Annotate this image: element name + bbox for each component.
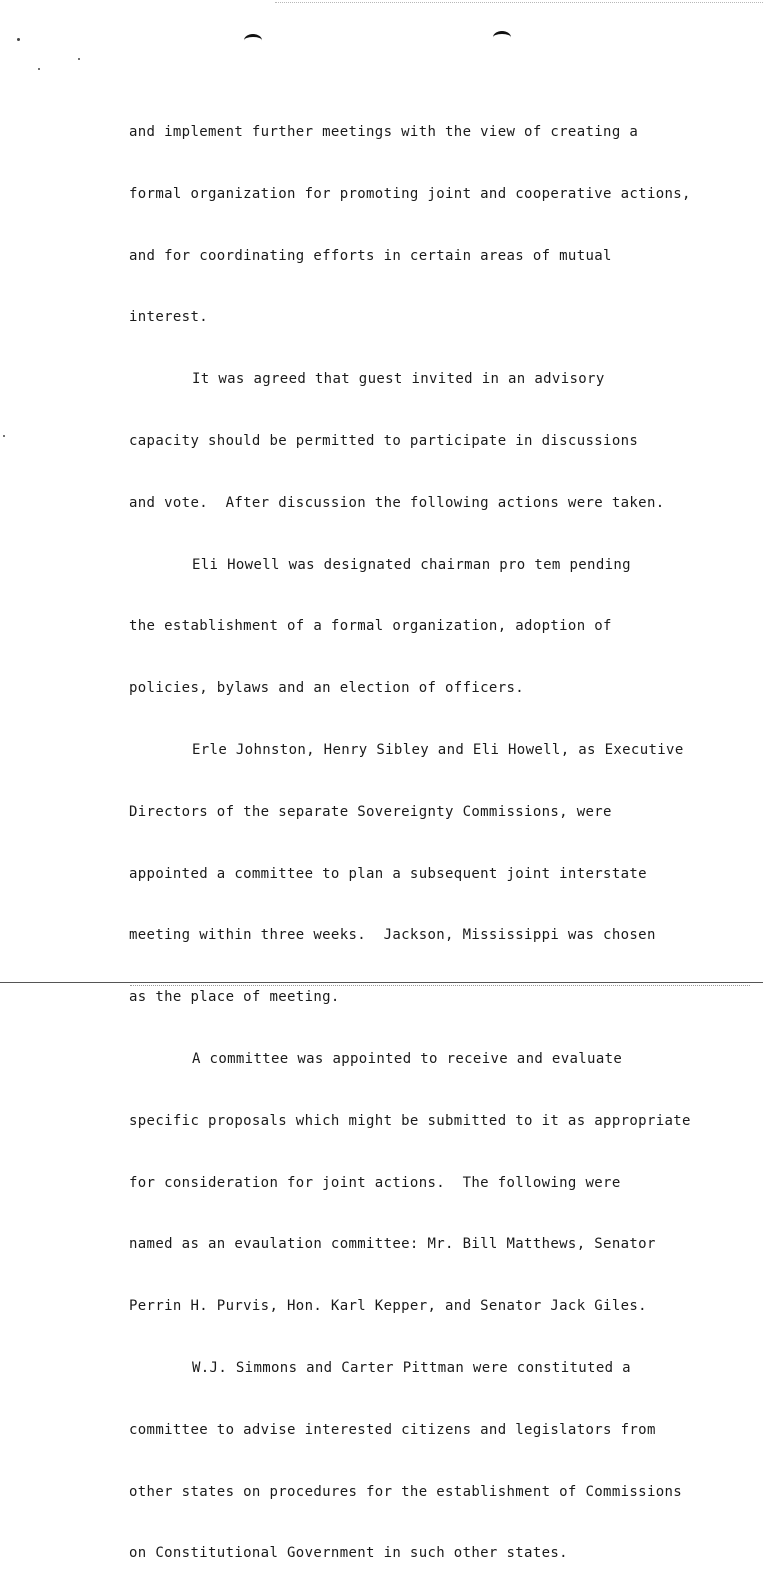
paragraph-first-line: Eli Howell was designated chairman pro tem pending	[192, 556, 631, 573]
punch-hole-mark-right	[493, 31, 511, 44]
text-line: the establishment of a formal organization, adoption of	[129, 618, 612, 635]
scan-speck	[78, 58, 80, 60]
scan-bottom-edge-line	[0, 982, 763, 983]
scan-bottom-dotted-line	[130, 985, 750, 986]
text-line: committee to advise interested citizens and legislators from	[129, 1421, 656, 1438]
text-line: named as an evaulation committee: Mr. Bill Matthews, Senator	[129, 1236, 656, 1253]
paragraph-first-line: A committee was appointed to receive and evaluate	[192, 1050, 623, 1067]
text-line: and implement further meetings with the view of creating a	[129, 124, 639, 140]
scan-speck	[3, 435, 5, 437]
text-line: on Constitutional Government in such other states.	[129, 1545, 568, 1562]
text-line: Perrin H. Purvis, Hon. Karl Kepper, and Senator Jack Giles.	[129, 1298, 647, 1315]
text-line: specific proposals which might be submitted to it as appropriate	[129, 1112, 691, 1129]
text-line: for consideration for joint actions. The following were	[129, 1174, 621, 1191]
document-body	[129, 86, 729, 1585]
text-line: policies, bylaws and an election of officers.	[129, 680, 525, 697]
paragraph-first-line: Erle Johnston, Henry Sibley and Eli Howell, as Executive	[192, 741, 684, 758]
text-line: appointed a committee to plan a subsequent joint interstate	[129, 865, 647, 882]
text-line: formal organization for promoting joint and cooperative actions,	[129, 185, 691, 202]
text-line: capacity should be permitted to participate in discussions	[129, 432, 639, 449]
paragraph-first-line: W.J. Simmons and Carter Pittman were constituted a	[192, 1359, 631, 1376]
text-line: as the place of meeting.	[129, 989, 340, 1006]
text-line: and vote. After discussion the following actions were taken.	[129, 494, 665, 511]
paragraph-first-line: It was agreed that guest invited in an advisory	[192, 371, 605, 388]
scan-edge-dotted-line	[275, 2, 763, 3]
text-line: other states on procedures for the establishment of Commissions	[129, 1483, 683, 1500]
text-line: interest.	[129, 309, 209, 326]
scan-speck	[38, 68, 40, 70]
scan-speck	[17, 38, 20, 41]
text-line: and for coordinating efforts in certain areas of mutual	[129, 247, 612, 264]
text-line: Directors of the separate Sovereignty Commissions, were	[129, 803, 612, 820]
text-line: meeting within three weeks. Jackson, Mississippi was chosen	[129, 927, 656, 944]
punch-hole-mark-left	[244, 34, 262, 47]
